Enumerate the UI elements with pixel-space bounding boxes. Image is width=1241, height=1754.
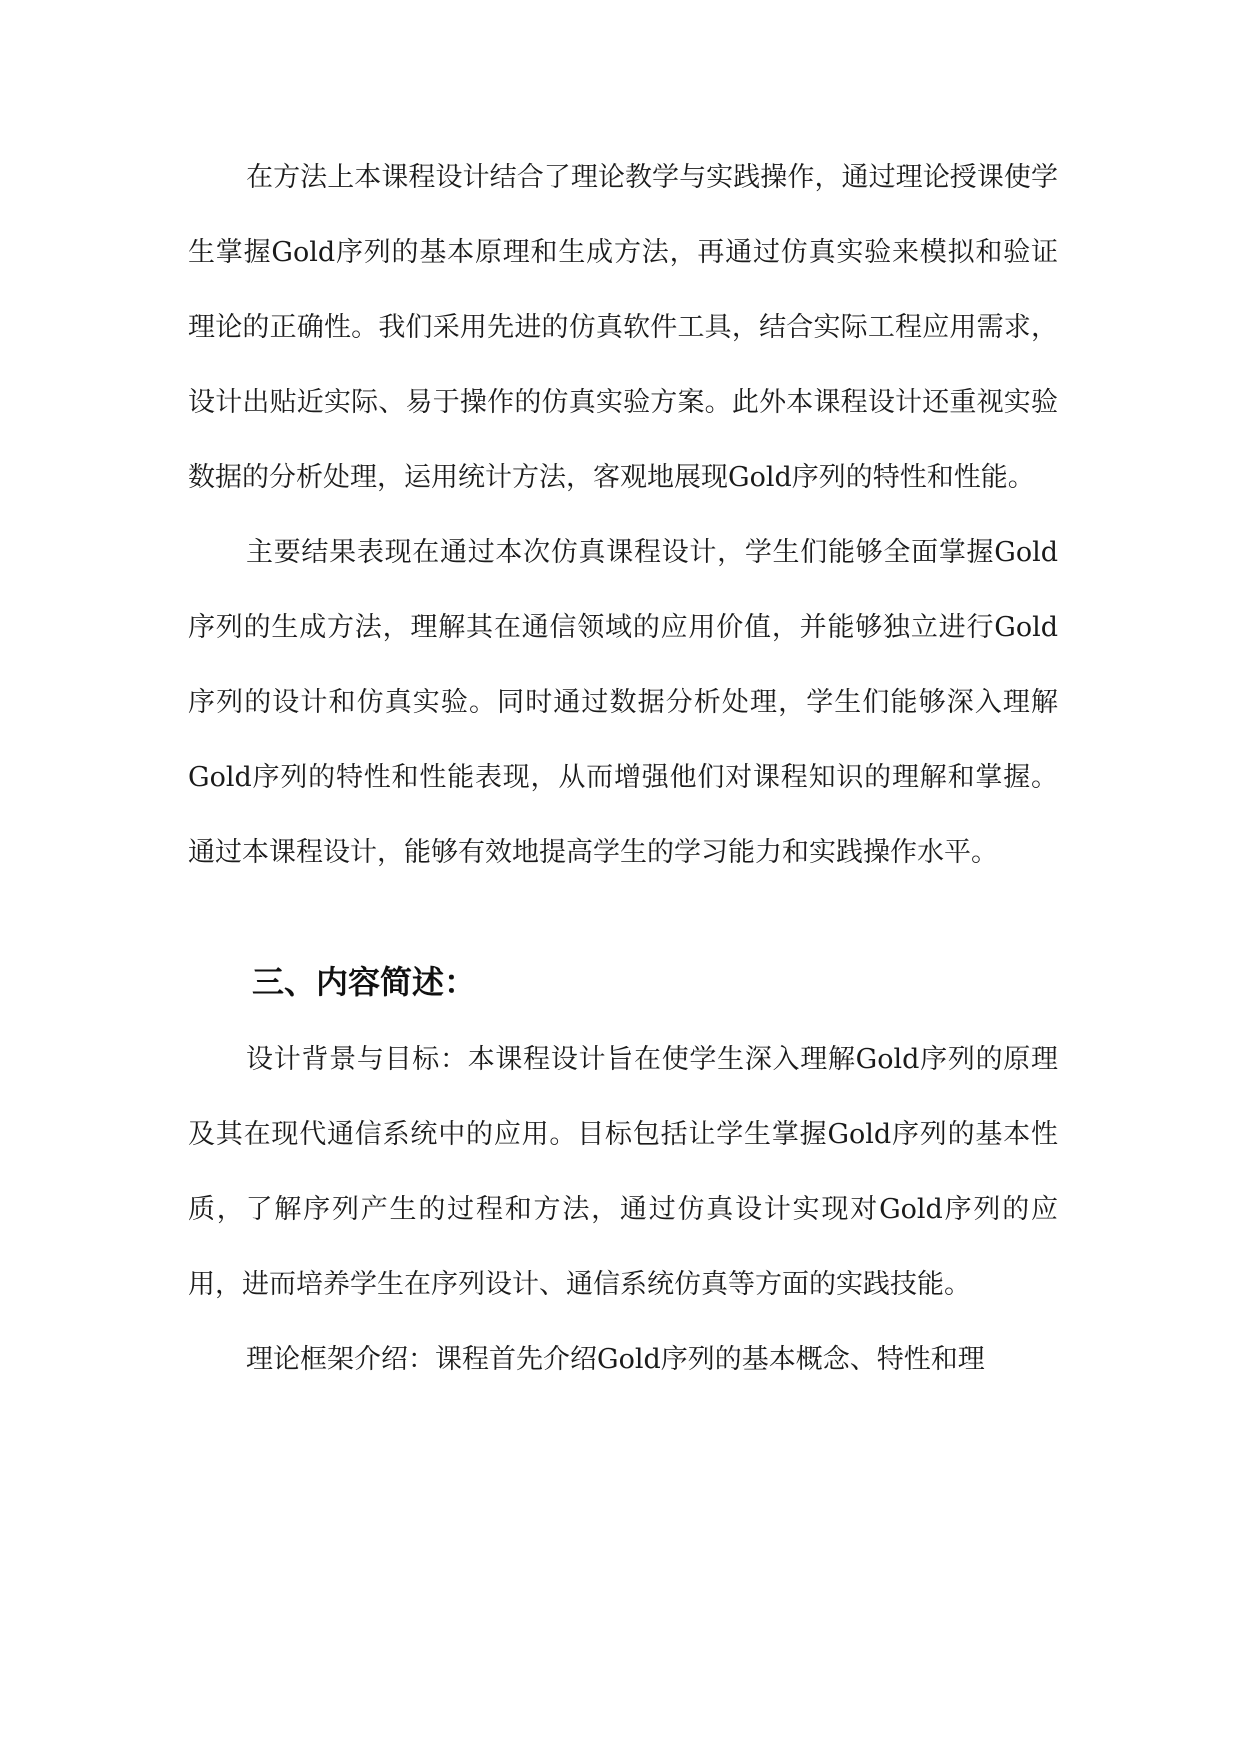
paragraph-results: 主要结果表现在通过本次仿真课程设计，学生们能够全面掌握Gold序列的生成方法，理解其在通信领域的应用价值，并能够独立进行Gold序列的设计和仿真实验。同时通过数据分析处理，学生们能够深入理解Gold序列的特性和性能表现，从而增强他们对课程知识的理解和掌握。通过本课程设计，能够有效地提高学生的学习能力和实践操作水平。: [188, 537, 1058, 868]
section-heading: 三、内容简述：: [252, 963, 477, 1001]
paragraph-background: 设计背景与目标：本课程设计旨在使学生深入理解Gold序列的原理及其在现代通信系统中的应用。目标包括让学生掌握Gold序列的基本性质，了解序列产生的过程和方法，通过仿真设计实现对Gold序列的应用，进而培养学生在序列设计、通信系统仿真等方面的实践技能。: [188, 1044, 1058, 1300]
paragraph-methods: 在方法上本课程设计结合了理论教学与实践操作，通过理论授课使学生掌握Gold序列的基本原理和生成方法，再通过仿真实验来模拟和验证理论的正确性。我们采用先进的仿真软件工具，结合实际工程应用需求，设计出贴近实际、易于操作的仿真实验方案。此外本课程设计还重视实验数据的分析处理，运用统计方法，客观地展现Gold序列的特性和性能。: [188, 162, 1058, 493]
document-body: [188, 140, 1058, 1397]
paragraph-theory: 理论框架介绍：课程首先介绍Gold序列的基本概念、特性和理: [246, 1344, 985, 1375]
